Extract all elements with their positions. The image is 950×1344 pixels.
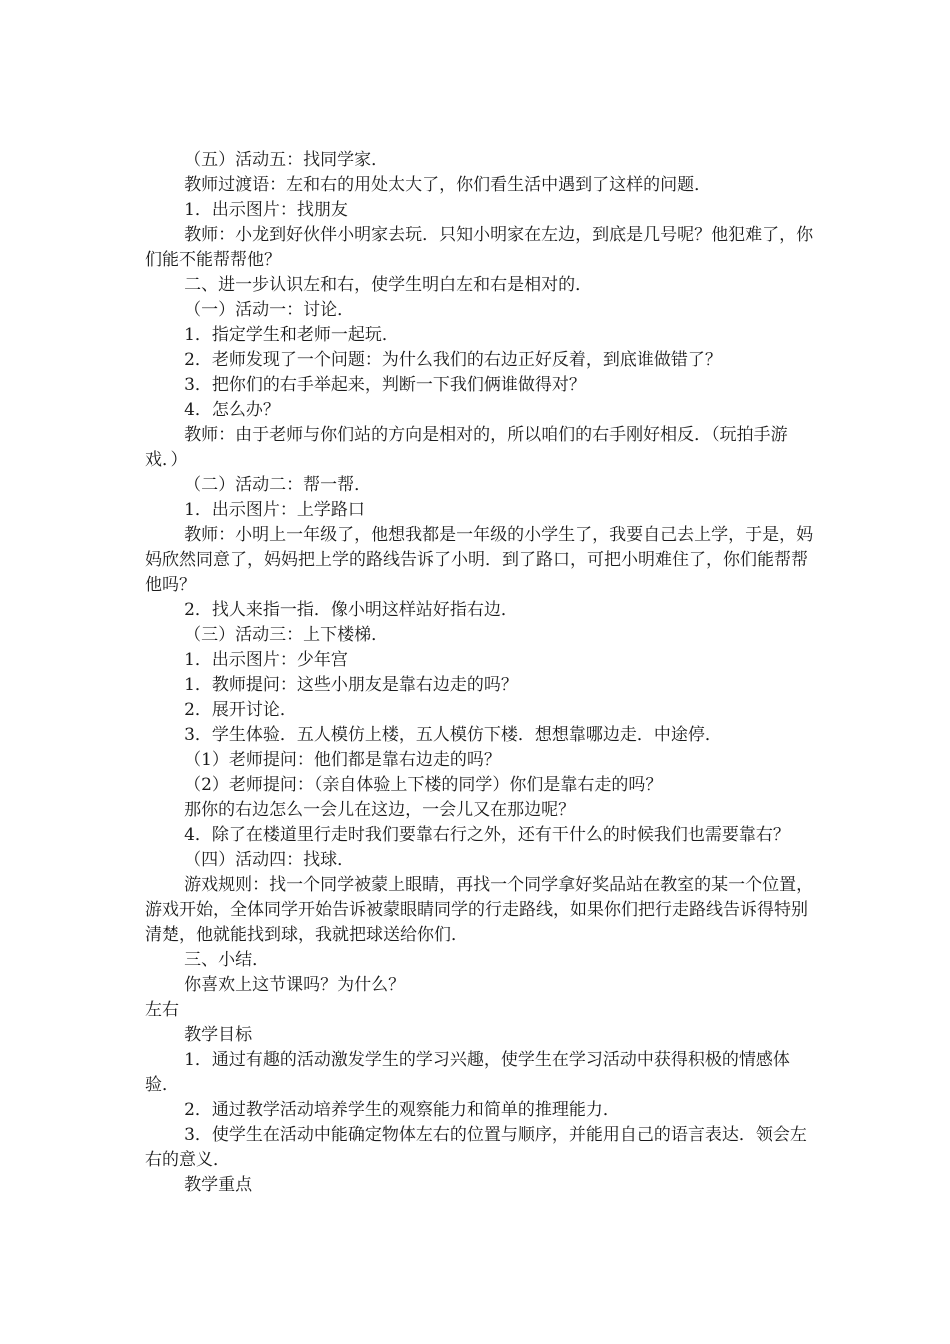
paragraph: （1）老师提问：他们都是靠右边走的吗？ [184,750,501,770]
paragraph: 教学重点 [184,1175,253,1195]
paragraph: 教师：由于老师与你们站的方向是相对的，所以咱们的右手刚好相反．（玩拍手游戏．） [145,425,788,470]
paragraph: 三、小结． [184,950,270,970]
paragraph: 3．使学生在活动中能确定物体左右的位置与顺序，并能用自己的语言表达．领会左右的意义． [145,1125,807,1170]
paragraph: 4．怎么办？ [184,400,280,420]
paragraph: 那你的右边怎么一会儿在这边，一会儿又在那边呢？ [184,800,576,820]
paragraph: （四）活动四：找球． [184,850,355,870]
paragraph: 3．学生体验．五人模仿上楼，五人模仿下楼．想想靠哪边走．中途停． [184,725,722,745]
paragraph: （三）活动三：上下楼梯． [184,625,389,645]
paragraph: 1．出示图片：上学路口 [184,500,365,520]
paragraph: 1．出示图片：找朋友 [184,200,348,220]
paragraph: （二）活动二：帮一帮． [184,475,372,495]
paragraph: 游戏规则：找一个同学被蒙上眼睛，再找一个同学拿好奖品站在教室的某一个位置，游戏开始，全体同学开始告诉被蒙眼睛同学的行走路线，如果你们把行走路线告诉得特别清楚，他就能找到球，我就把球送给你们． [145,875,814,945]
paragraph: 教师：小明上一年级了，他想我都是一年级的小学生了，我要自己去上学，于是，妈妈欣然同意了，妈妈把上学的路线告诉了小明．到了路口，可把小明难住了，你们能帮帮他吗？ [145,525,814,595]
paragraph: 2．通过教学活动培养学生的观察能力和简单的推理能力． [184,1100,620,1120]
paragraph: 教师过渡语：左和右的用处太大了，你们看生活中遇到了这样的问题． [184,175,712,195]
paragraph: 二、进一步认识左和右，使学生明白左和右是相对的． [184,275,593,295]
paragraph: 2．展开讨论． [184,700,297,720]
document-body [145,148,815,1198]
section-heading: 左右 [145,1000,179,1020]
paragraph: 3．把你们的右手举起来，判断一下我们俩谁做得对？ [184,375,586,395]
paragraph: （2）老师提问：（亲自体验上下楼的同学）你们是靠右走的吗？ [184,775,663,795]
paragraph: 2．找人来指一指．像小明这样站好指右边． [184,600,518,620]
paragraph: 你喜欢上这节课吗？为什么？ [184,975,406,995]
paragraph: 1．指定学生和老师一起玩． [184,325,399,345]
paragraph: 教学目标 [184,1025,253,1045]
paragraph: 2．老师发现了一个问题：为什么我们的右边正好反着，到底谁做错了？ [184,350,722,370]
paragraph: （一）活动一：讨论． [184,300,355,320]
paragraph: 教师：小龙到好伙伴小明家去玩．只知小明家在左边，到底是几号呢？他犯难了，你们能不能帮帮他？ [145,225,814,270]
paragraph: 1．出示图片：少年宫 [184,650,348,670]
paragraph: 1．教师提问：这些小朋友是靠右边走的吗？ [184,675,518,695]
paragraph: 1．通过有趣的活动激发学生的学习兴趣，使学生在学习活动中获得积极的情感体验． [145,1050,790,1095]
paragraph: 4．除了在楼道里行走时我们要靠右行之外，还有干什么的时候我们也需要靠右？ [184,825,790,845]
paragraph: （五）活动五：找同学家． [184,150,389,170]
